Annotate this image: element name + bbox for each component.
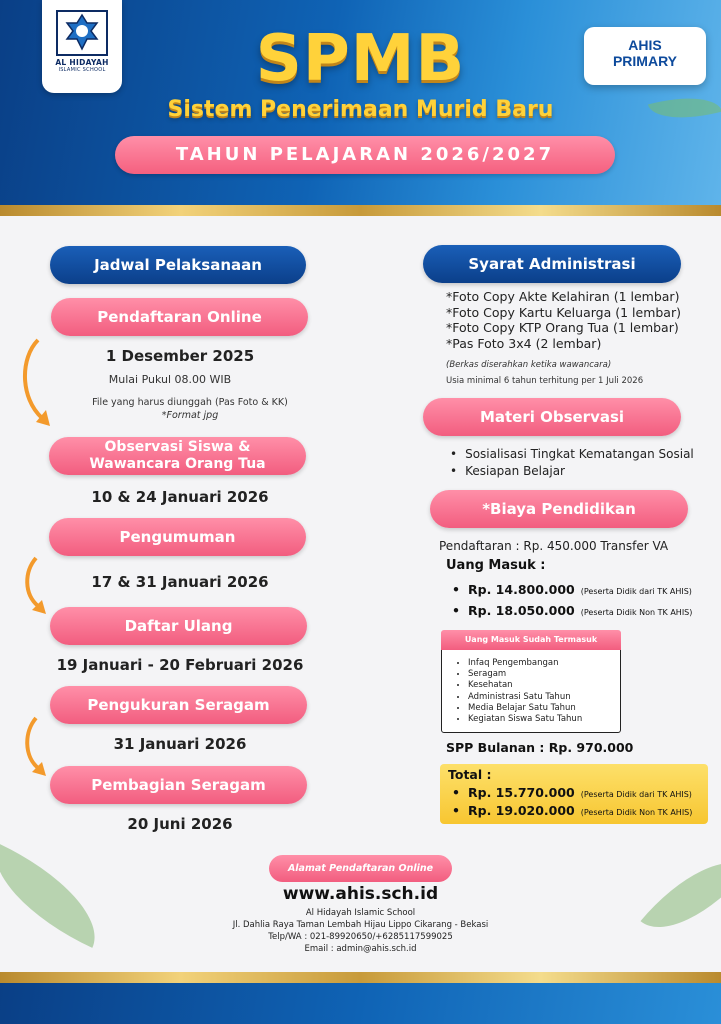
total-row	[452, 803, 692, 818]
school-email: Email : admin@ahis.sch.id	[304, 944, 417, 954]
fees-heading: *Biaya Pendidikan	[430, 490, 688, 528]
address-label: Alamat Pendaftaran Online	[269, 855, 452, 882]
badge-line-1: AHIS	[628, 37, 662, 53]
total-note: (Peserta Didik Non TK AHIS)	[580, 808, 693, 817]
online-time: Mulai Pukul 08.00 WIB	[108, 373, 232, 386]
step-observation-line1: Observasi Siswa &	[104, 439, 251, 455]
online-upload-info: File yang harus diunggah (Pas Foto & KK)	[92, 397, 288, 408]
age-requirement: Usia minimal 6 tahun terhitung per 1 Juli 2026	[446, 376, 644, 386]
requirement-item: *Foto Copy Kartu Keluarga (1 lembar)	[446, 304, 681, 320]
online-format-info: *Format jpg	[161, 410, 219, 421]
step-uniform-distribution: Pembagian Seragam	[50, 766, 307, 804]
included-item: • Administrasi Satu Tahun	[468, 692, 582, 703]
entry-fee-row	[452, 603, 692, 618]
entry-fee-title: Uang Masuk :	[446, 558, 546, 573]
requirements-list	[446, 289, 681, 351]
entry-fee-row	[452, 582, 692, 597]
bullet-icon: •	[452, 582, 460, 597]
entry-fee-note: (Peserta Didik dari TK AHIS)	[580, 587, 692, 596]
school-name: Al Hidayah Islamic School	[305, 908, 416, 918]
total-row	[452, 785, 692, 800]
bullet-icon: •	[452, 603, 460, 618]
requirement-item: *Pas Foto 3x4 (2 lembar)	[446, 335, 602, 351]
requirement-item: *Foto Copy Akte Kelahiran (1 lembar)	[446, 289, 680, 304]
curved-arrow-icon	[20, 556, 50, 616]
observation-item: • Kesiapan Belajar	[446, 463, 694, 480]
step-re-registration: Daftar Ulang	[50, 607, 307, 645]
included-item: • Media Belajar Satu Tahun	[468, 703, 582, 714]
ahis-primary-badge	[584, 27, 706, 85]
date-announcement: 17 & 31 Januari 2026	[91, 573, 269, 591]
page-subtitle: Sistem Penerimaan Murid Baru	[167, 97, 554, 122]
date-re-registration: 19 Januari - 20 Februari 2026	[56, 656, 304, 674]
included-item: • Seragam	[468, 669, 582, 680]
included-item: • Kegiatan Siswa Satu Tahun	[468, 714, 582, 725]
schedule-heading: Jadwal Pelaksanaan	[50, 246, 306, 284]
observation-heading: Materi Observasi	[423, 398, 681, 436]
total-amount: Rp. 19.020.000	[468, 803, 575, 818]
logo-text-sub: ISLAMIC SCHOOL	[58, 67, 106, 73]
page-title: SPMB	[255, 22, 466, 96]
included-item: • Kesehatan	[468, 680, 582, 691]
included-list	[460, 658, 582, 725]
step-observation	[49, 437, 306, 475]
curved-arrow-icon	[16, 338, 56, 430]
total-title: Total :	[448, 767, 492, 782]
monthly-fee: SPP Bulanan : Rp. 970.000	[446, 740, 634, 755]
included-item: • Infaq Pengembangan	[468, 658, 582, 669]
observation-item: • Sosialisasi Tingkat Kematangan Sosial	[446, 446, 694, 463]
bullet-icon: •	[452, 785, 460, 800]
step-observation-line2: Wawancara Orang Tua	[89, 456, 266, 472]
footer-band	[0, 983, 721, 1024]
date-uniform-distribution: 20 Juni 2026	[127, 815, 233, 833]
step-uniform-measurement: Pengukuran Seragam	[50, 686, 307, 724]
step-online-registration: Pendaftaran Online	[51, 298, 308, 336]
entry-fee-amount: Rp. 14.800.000	[468, 582, 575, 597]
date-observation: 10 & 24 Januari 2026	[91, 488, 269, 506]
requirements-note: (Berkas diserahkan ketika wawancara)	[446, 360, 612, 370]
requirement-item: *Foto Copy KTP Orang Tua (1 lembar)	[446, 320, 679, 335]
bullet-icon: •	[452, 803, 460, 818]
step-announcement: Pengumuman	[49, 518, 306, 556]
school-address: Jl. Dahlia Raya Taman Lembah Hijau Lippo Cikarang - Bekasi	[232, 920, 489, 930]
date-online-registration: 1 Desember 2025	[105, 347, 255, 365]
website-link[interactable]: www.ahis.sch.id	[282, 884, 439, 904]
date-uniform-measurement: 31 Januari 2026	[113, 735, 247, 753]
badge-line-2: PRIMARY	[612, 53, 678, 69]
entry-fee-note: (Peserta Didik Non TK AHIS)	[580, 608, 693, 617]
included-title: Uang Masuk Sudah Termasuk	[441, 630, 621, 650]
school-phone: Telp/WA : 021-89920650/+6285117599025	[268, 932, 453, 942]
gold-divider-bottom	[0, 972, 721, 983]
total-note: (Peserta Didik dari TK AHIS)	[580, 790, 692, 799]
entry-fee-amount: Rp. 18.050.000	[468, 603, 575, 618]
academic-year-banner: TAHUN PELAJARAN 2026/2027	[115, 136, 615, 174]
gold-divider-top	[0, 205, 721, 216]
requirements-heading: Syarat Administrasi	[423, 245, 681, 283]
observation-list	[446, 446, 694, 480]
total-amount: Rp. 15.770.000	[468, 785, 575, 800]
logo-text-name: AL HIDAYAH	[55, 58, 109, 67]
curved-arrow-icon	[20, 716, 50, 778]
registration-fee: Pendaftaran : Rp. 450.000 Transfer VA	[439, 539, 669, 553]
